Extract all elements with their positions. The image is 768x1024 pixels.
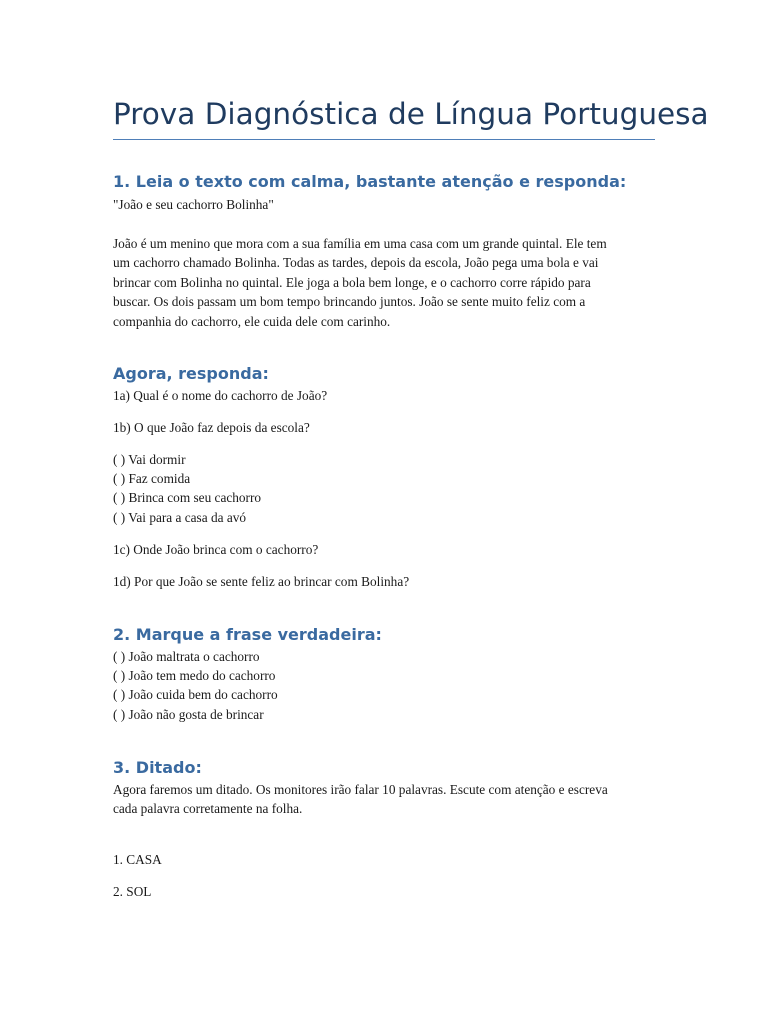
section-2-options <box>113 647 278 724</box>
option-item[interactable]: ( ) João maltrata o cachorro <box>113 649 260 664</box>
dictation-word: 2. SOL <box>113 884 152 899</box>
story-paragraph <box>113 234 658 331</box>
option-item[interactable]: ( ) Brinca com seu cachorro <box>113 490 262 506</box>
option-item[interactable]: ( ) Vai dormir <box>113 452 186 467</box>
dictation-instructions <box>113 780 658 819</box>
option-item[interactable]: ( ) Faz comida <box>113 471 191 487</box>
story-title: "João e seu cachorro Bolinha" <box>113 197 274 212</box>
section-2-heading: 2. Marque a frase verdadeira: <box>113 625 382 644</box>
story-line: buscar. Os dois passam um bom tempo brincando juntos. João se sente muito feliz com a <box>113 294 586 310</box>
section-1-heading: 1. Leia o texto com calma, bastante atenção e responda: <box>113 172 627 191</box>
question-1b: 1b) O que João faz depois da escola? <box>113 420 310 435</box>
option-item[interactable]: ( ) Vai para a casa da avó <box>113 509 247 525</box>
option-item[interactable]: ( ) João tem medo do cachorro <box>113 668 276 684</box>
question-1c: 1c) Onde João brinca com o cachorro? <box>113 542 319 557</box>
instruction-line: Agora faremos um ditado. Os monitores irão falar 10 palavras. Escute com atenção e escreva <box>113 782 608 797</box>
story-line: João é um menino que mora com a sua família em uma casa com um grande quintal. Ele tem <box>113 236 607 251</box>
question-1a: 1a) Qual é o nome do cachorro de João? <box>113 388 328 403</box>
story-line: um cachorro chamado Bolinha. Todas as tardes, depois da escola, João pega uma bola e vai <box>113 255 599 271</box>
instruction-line: cada palavra corretamente na folha. <box>113 801 303 817</box>
dictation-word: 1. CASA <box>113 852 162 867</box>
option-item[interactable]: ( ) João não gosta de brincar <box>113 706 264 722</box>
title-underline <box>113 139 655 140</box>
section-3-heading: 3. Ditado: <box>113 758 202 777</box>
option-item[interactable]: ( ) João cuida bem do cachorro <box>113 687 278 703</box>
page-title: Prova Diagnóstica de Língua Portuguesa <box>113 97 709 131</box>
answer-heading: Agora, responda: <box>113 364 269 383</box>
story-line: companhia do cachorro, ele cuida dele com carinho. <box>113 313 391 329</box>
story-line: brincar com Bolinha no quintal. Ele joga a bola bem longe, e o cachorro corre rápido para <box>113 274 591 290</box>
question-1d: 1d) Por que João se sente feliz ao brincar com Bolinha? <box>113 574 410 589</box>
question-1b-options <box>113 450 261 527</box>
